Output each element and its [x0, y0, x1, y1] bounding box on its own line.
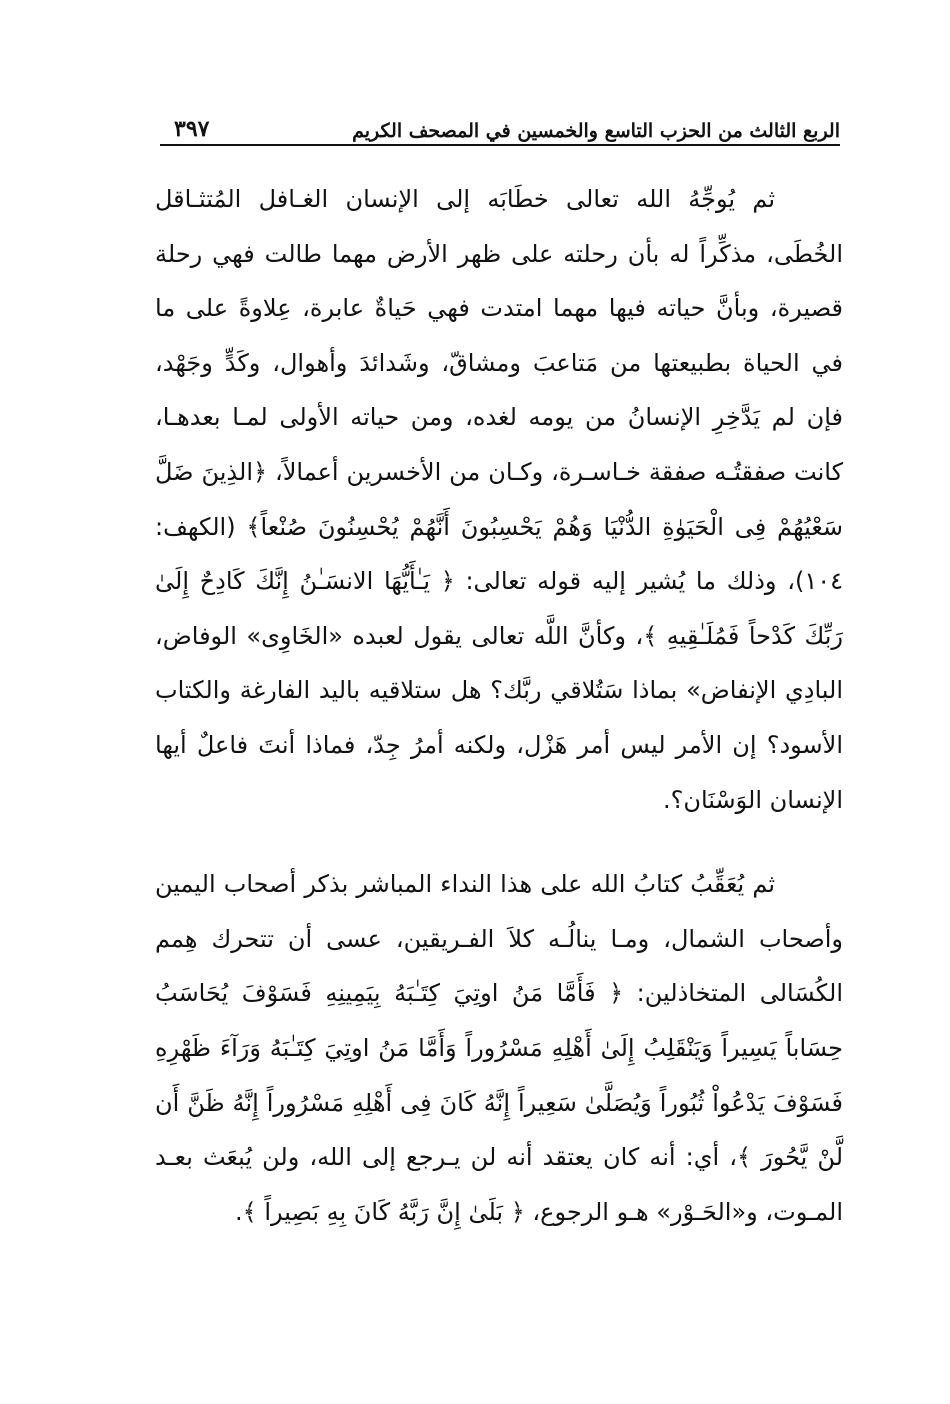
paragraph-1	[155, 172, 843, 827]
paragraph-2-text: ثم يُعَقِّبُ كتابُ الله على هذا النداء المباشر بذكر أصحاب اليمين وأصحاب الشمال، ومـا ينالُـه كلاَ الفـريقين، عسى أن تتحرك هِمم الكُسَالى المتخاذلين: ﴿ فَأَمَّا مَنُ اوتِيَ كِتَـٰبَهُ بِيَمِينِهِ فَسَوْفَ يُحَاسَبُ حِسَاباً يَسِيراً وَيَنْقَلِبُ إِلَىٰ أَهْلِهِ مَسْرُوراً وَأَمَّا مَنُ اوتِيَ كِتَـٰبَهُ وَرَآءَ ظَهْرِهِ فَسَوْفَ يَدْعُواْ ثُبُوراً وَيُصَلَّىٰ سَعِيراً إِنَّهُ كَانَ فِى أَهْلِهِ مَسْرُوراً إِنَّهُ ظَنَّ أَن لَّنْ يَّحُورَ ﴾، أي: أنه كان يعتقد أنه لن يـرجع إلى الله، ولن يُبعَث بعـد المـوت، و«الحَـوْر» هـو الرجوع، ﴿ بَلَىٰ إِنَّ رَبَّهُ كَانَ بِهِ بَصِيراً ﴾.	[155, 870, 843, 1226]
page-number: ٣٩٧	[174, 116, 210, 142]
header-rule	[160, 144, 840, 146]
running-header	[160, 108, 840, 142]
body-text	[155, 172, 843, 1239]
paragraph-1-text: ثم يُوجِّهُ الله تعالى خطَابَه إلى الإنسان الغـافل المُتثـاقل الخُطَى، مذكِّراً له بأن رحلته على ظهر الأرض مهما طالت فهي رحلة قصيرة، وبأنَّ حياته فيها مهما امتدت فهي حَياةٌ عابرة، عِلاوةً على ما في الحياة بطبيعتها من مَتاعبَ ومشاقّ، وشَدائدَ وأهوال، وكَدٍّ وجَهْد، فإن لم يَدَّخِرِ الإنسانُ من يومه لغده، ومن حياته الأولى لمـا بعدهـا، كانت صفقتُـه صفقة خـاسـرة، وكـان من الأخسرين أعمالاً، ﴿الذِينَ ضَلَّ سَعْيُهُمْ فِى الْحَيَوٰةِ الدُّنْيَا وَهُمْ يَحْسِبُونَ أَنَّهُمْ يُحْسِنُونَ صُنْعاً﴾ (الكهف: ١٠٤)، وذلك ما يُشير إليه قوله تعالى: ﴿ يَـٰأَيُّهَا الانسَـٰنُ إِنَّكَ كَادِحٌ إِلَىٰ رَبِّكَ كَدْحاً فَمُلَـٰقِيهِ ﴾، وكأنَّ اللَّه تعالى يقول لعبده «الخَاوِى» الوفاض، البادِي الإنفاض» بماذا سَتُلاقي ربَّك؟ هل ستلاقيه باليد الفارغة والكتاب الأسود؟ إن الأمر ليس أمر هَزْل، ولكنه أمرُ جِدّ، فماذا أنتَ فاعلٌ أيها الإنسان الوَسْنَان؟.	[155, 185, 843, 814]
paragraph-2	[155, 857, 843, 1239]
paragraph-gap	[155, 827, 843, 857]
header-title: الربع الثالث من الحزب التاسع والخمسين في المصحف الكريم	[352, 120, 840, 142]
